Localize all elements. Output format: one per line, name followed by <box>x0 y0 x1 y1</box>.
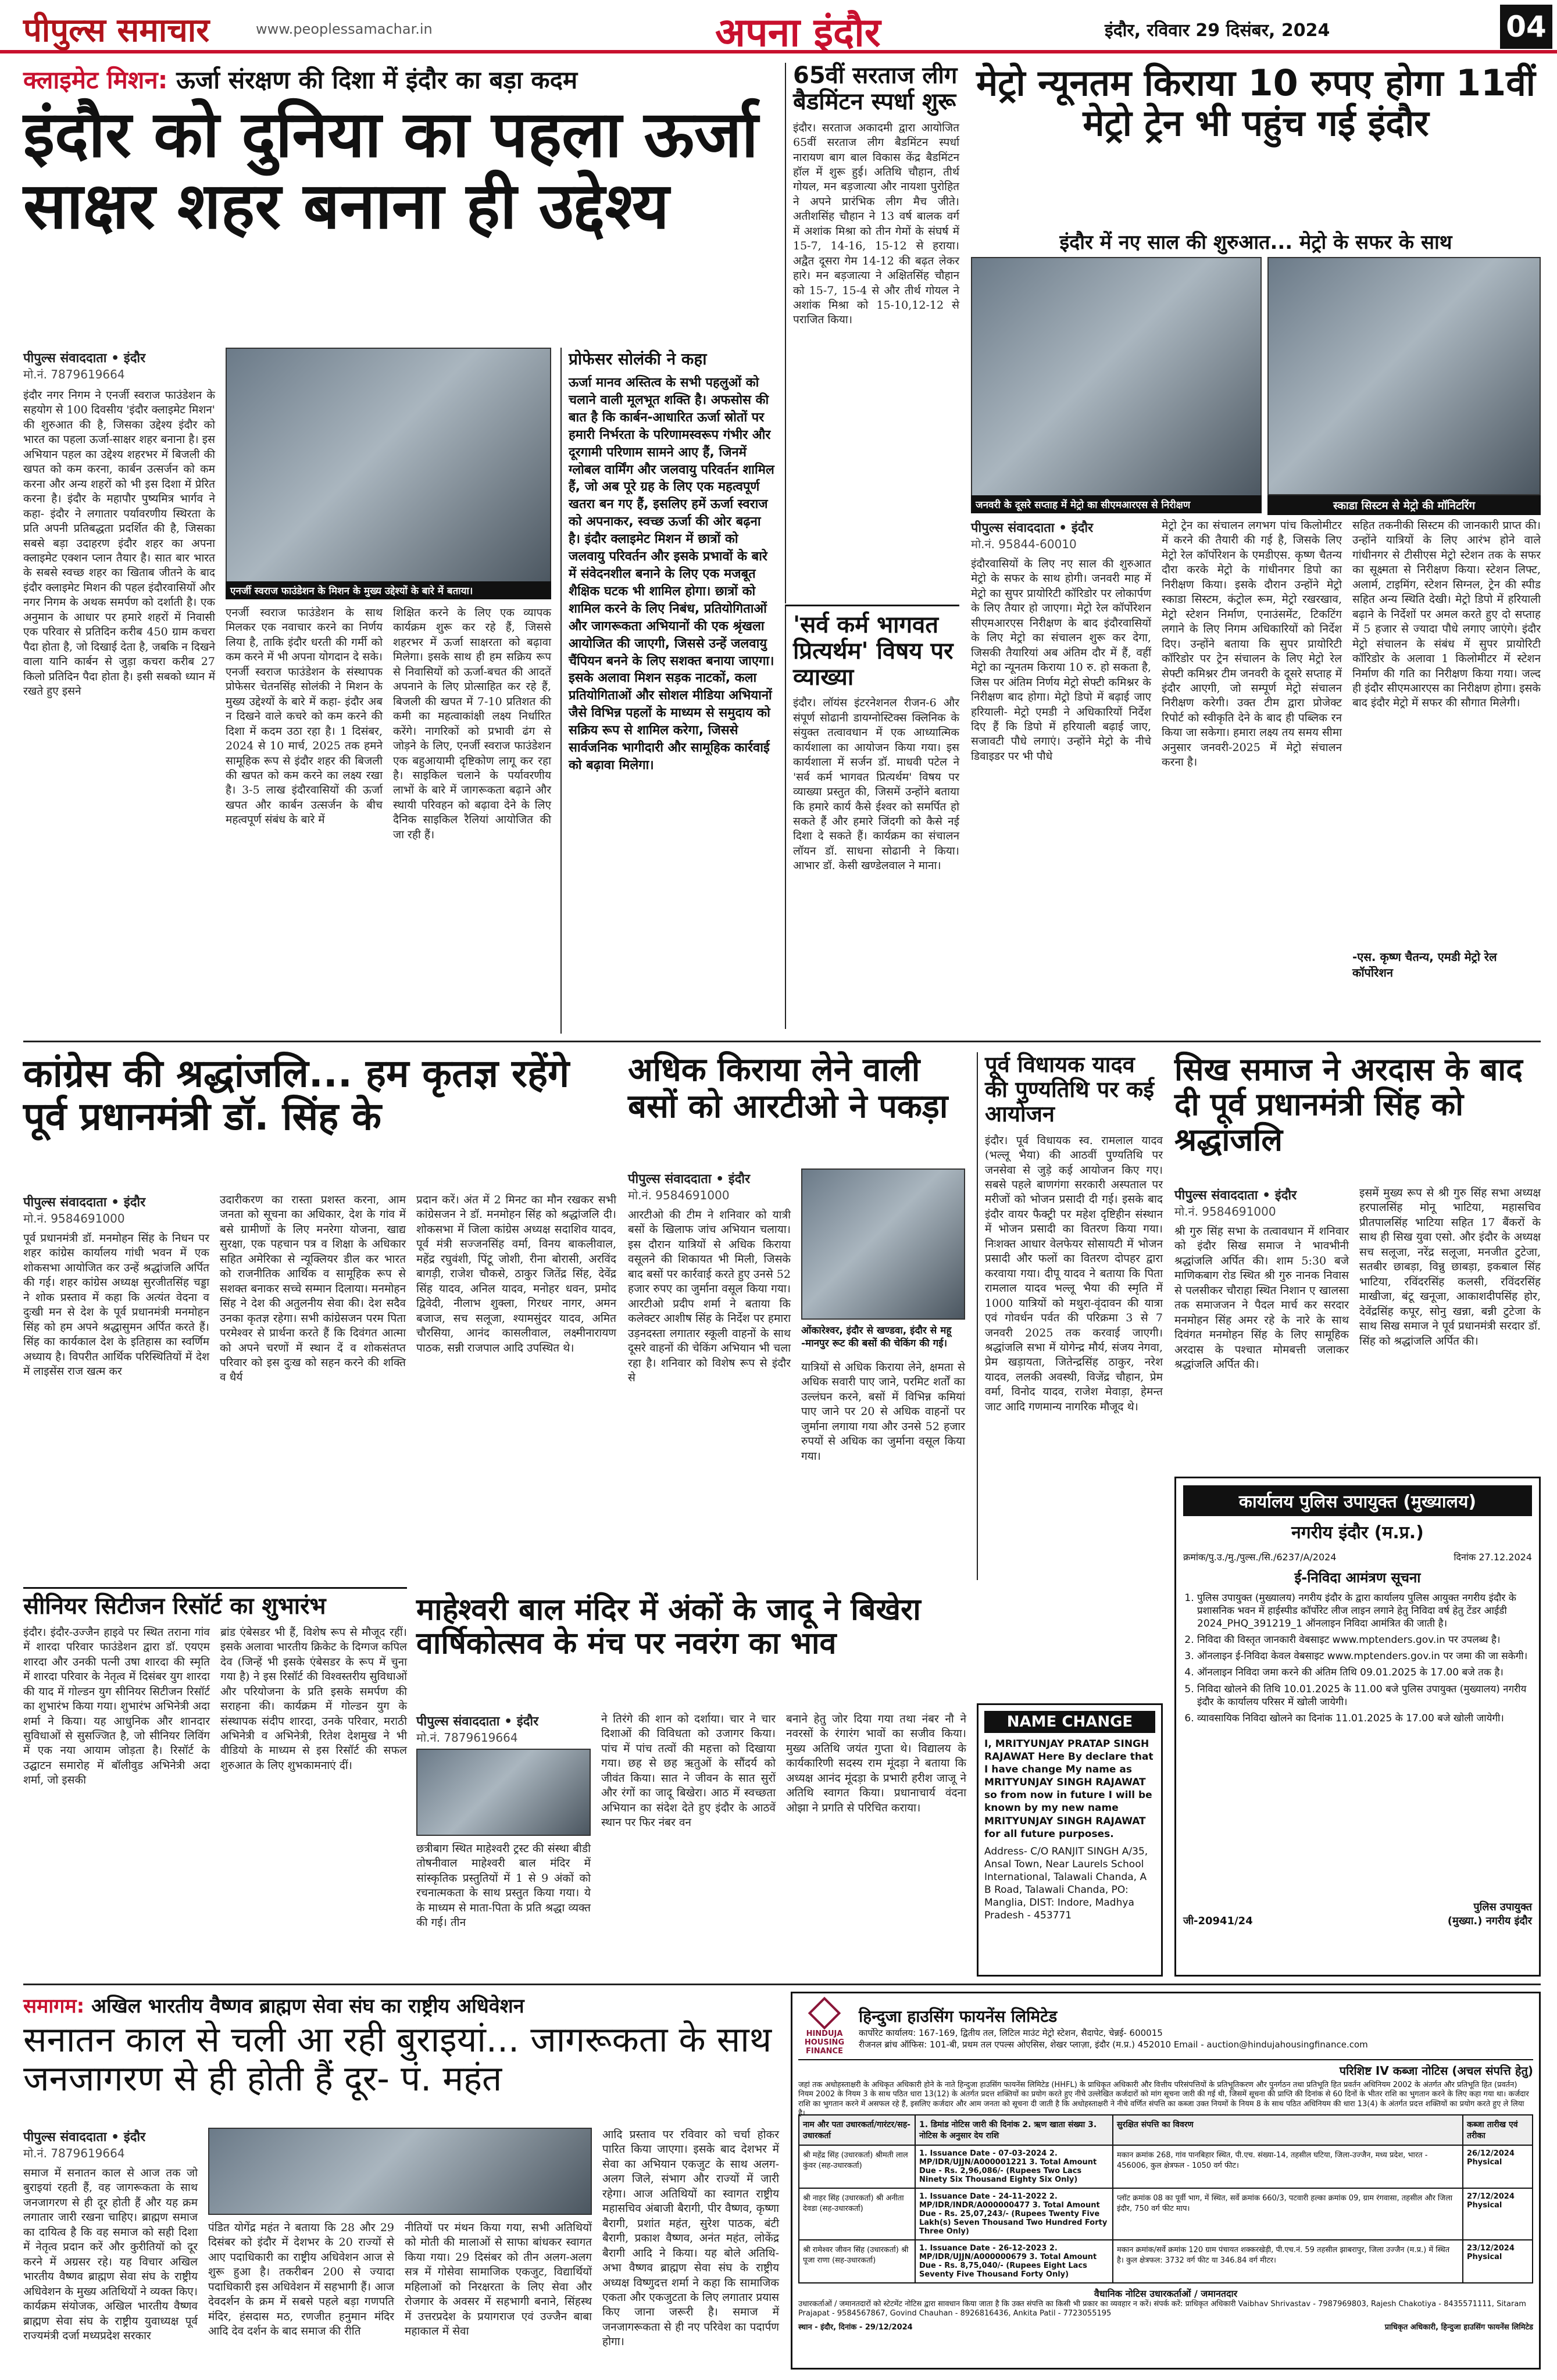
tender-item: 1. पुलिस उपायुक्त (मुख्यालय) नगरीय इंदौर के द्वारा कार्यालय पुलिस आयुक्त नगरीय इंदौर के प्रशासनिक भवन में हाईस्पीड कॉर्पोरेट लीज लाइन लगाने हेतु निविदा वर्ष हेतु टेंडर आईडी 2024_PHQ_391219_1 ऑनलाइन निविदा आमंत्रित की जाती है। <box>1197 1592 1532 1630</box>
metro-photo-2 <box>1267 257 1541 495</box>
vaishnav-body-col2: पंडित योगेंद्र महंत ने बताया कि 28 और 29 दिसंबर को इंदौर में देशभर के 20 राज्यों से आए पदाधिकारी का राष्ट्रीय अधिवेशन आज से शुरू हुआ है। तकरीबन 200 से ज्यादा पदाधिकारी इस अधिवेशन में सहभागी हैं। आज देवदर्शन के क्रम में सबसे पहले बड़ा गणपति मंदिर, हंसदास मठ, रणजीत हनुमान मंदिर आदि देव दर्शन के बाद समाज की रीति <box>208 2221 394 2338</box>
hinduja-col-date: कब्जा तारीख एवं तरीका <box>1463 2115 1533 2145</box>
hinduja-row-property: मकान क्रमांक/सर्वे क्रमांक 120 ग्राम पंचायत शक्करखेड़ी, पी.एच.नं. 59 तहसील झाबरापुर, जिला उज्जैन (म.प्र.) में स्थित है। कुल क्षेत्रफल: 3732 वर्ग फीट या 346.84 वर्ग मीटर। <box>1113 2240 1463 2283</box>
sikh-byline: पीपुल्स संवाददाता • इंदौर <box>1174 1188 1297 1203</box>
yadav-headline: पूर्व विधायक यादव की पुण्यतिथि पर कई आयोजन <box>985 1052 1154 1127</box>
metro-body-col1: इंदौरवासियों के लिए नए साल की शुरुआत मेट्रो के सफर के साथ होगी। जनवरी माह में मेट्रो का सुपर प्रायोरिटी कॉरिडोर पर लोकार्पण के लिए तैयार हो जाएगा। मेट्रो रेल कॉर्पोरेशन सीएमआरएस निरीक्षण के बाद इंदौरवासियों के लिए मेट्रो का संचालन शुरू कर देगा, जिसकी तैयारियां अब अंतिम दौर में हैं, वहीं मेट्रो का न्यूनतम किराया 10 रु. हो सकता है, जिस पर अंतिम निर्णय मेट्रो सेफ्टी कमिश्नर के निरीक्षण बाद होगा। मेट्रो डिपो में बढ़ाई जाए हरियाली- मेट्रो एमडी ने अधिकारियों निर्देश दिए हैं कि डिपो में हरियाली बढ़ाई जाए, सजावटी पौधे लगाएं। उन्होंने मेट्रो के नीचे डिवाइडर पर भी पौधे <box>971 558 1151 763</box>
name-change-title: NAME CHANGE <box>984 1711 1155 1733</box>
lead-side-text: ऊर्जा मानव अस्तित्व के सभी पहलुओं को चलाने वाली मूलभूत शक्ति है। अफसोस की बात है कि कार्बन-आधारित ऊर्जा स्रोतों पर हमारी निर्भरता के परिणामस्वरूप गंभीर और दूरगामी परिणाम सामने आए हैं, जिनमें ग्लोबल वार्मिंग और जलवायु परिवर्तन शामिल हैं, जो अब पूरे ग्रह के लिए एक महत्वपूर्ण खतरा बन गए हैं, इसलिए हमें ऊर्जा स्वराज को अपनाकर, स्वच्छ ऊर्जा की ओर बढ़ना है। इंदौर क्लाइमेट मिशन में छात्रों को जलवायु परिवर्तन और इसके प्रभावों के बारे में संवेदनशील बनाने के लिए एक मजबूत शैक्षिक घटक भी शामिल होगा। छात्रों को शामिल करने के लिए निबंध, प्रतियोगिताओं और जागरूकता अभियानों की एक श्रृंखला आयोजित की जाएगी, जिससे उन्हें जलवायु चैंपियन बनने के लिए सशक्त बनाया जाएगा। इसके अलावा मिशन सड़क नाटकों, कला प्रतियोगिताओं और सोशल मीडिया अभियानों जैसे विभिन्न पहलों के माध्यम से समुदाय को सक्रिय रूप से शामिल करेगा, जिससे सार्वजनिक भागीदारी और सामूहिक कार्रवाई को बढ़ावा मिलेगा। <box>569 376 774 773</box>
rto-body-col1: आरटीओ की टीम ने शनिवार को यात्री बसों के खिलाफ जांच अभियान चलाया। इस दौरान यात्रियों से अधिक किराया वसूलने की शिकायत भी मिली, जिसके बाद बसों पर कार्रवाई करते हुए उनसे 52 हजार रुपए का जुर्माना वसूल किया गया। आरटीओ प्रदीप शर्मा ने बताया कि कलेक्टर आशीष सिंह के निर्देश पर हमारा उड़नदस्ता लगातार स्कूली वाहनों के साथ दूसरे वाहनों की चेकिंग अभियान भी चला रहा है। शनिवार को विशेष रूप से इंदौर से <box>628 1209 791 1384</box>
hinduja-row-date: 23/12/2024 Physical <box>1463 2240 1533 2283</box>
congress-body-col1: पूर्व प्रधानमंत्री डॉ. मनमोहन सिंह के निधन पर शहर कांग्रेस कार्यालय गांधी भवन में एक शोकसभा आयोजित कर उन्हें श्रद्धांजलि अर्पित की गई। शहर कांग्रेस अध्यक्ष सुरजीतसिंह चड्डा ने शोक प्रस्ताव में कहा कि अत्यंत वेदना व दुःखी मन से देश के पूर्व प्रधानमंत्री मनमोहन सिंह को हम अपने श्रद्धासुमन अर्पित करते हैं। सिंह का कार्यकाल देश के इतिहास का स्वर्णिम अध्याय है। विपरीत आर्थिक परिस्थितियों में देश में लाइसेंस राज खत्म कर <box>23 1232 209 1378</box>
sikh-mobile: मो.नं. 9584691000 <box>1174 1205 1276 1218</box>
hinduja-notice <box>791 1992 1541 2370</box>
lead-byline: पीपुल्स संवाददाता • इंदौर <box>23 351 146 366</box>
congress-body-col2: उदारीकरण का रास्ता प्रशस्त करना, आम जनता को सूचना का अधिकार, देश के गांव में बसे ग्रामीणों के लिए मनरेगा योजना, खाद्य सुरक्षा, एक पहचान पत्र व शिक्षा के अधिकार सहित अमेरिका से न्यूक्लियर डील कर भारत को राजनीतिक आर्थिक व सामूहिक रूप से सशक्त बनाकर सच्चे सम्मान दिलाया। मनमोहन सिंह ने देश की अतुलनीय सेवा की। देश सदैव उनका कृतज्ञ रहेगा। सभी कांग्रेसजन परम पिता परमेश्वर से प्रार्थना करते हैं कि दिवंगत आत्मा को अपने चरणों में स्थान दें व शोकसंतप्त परिवार को इस दुःख को सहन करने की शक्ति व धैर्य <box>220 1193 406 1384</box>
rto-byline: पीपुल्स संवाददाता • इंदौर <box>628 1172 751 1187</box>
tender-items <box>1183 1592 1532 1900</box>
hinduja-intro: जहां तक अधोहस्ताक्षरी के अधिकृत अधिकारी होने के नाते हिन्दुजा हाउसिंग फायनेंस लिमिटेड (HHFL) के प्राधिकृत अधिकारी और वित्तीय परिसंपत्तियों के प्रतिभूतिकरण और पुनर्गठन तथा प्रतिभूति हित प्रवर्तन अधिनियम 2002 के अंतर्गत और प्रतिभूति हित (प्रवर्तन) नियम 2002 के नियम 3 के साथ पठित धारा 13(12) के अंतर्गत प्रदत्त शक्तियों का प्रयोग करते हुए नीचे उल्लेखित कर्जदारों को मांग सूचना जारी की गई थी, जिसमें सूचना की प्राप्ति की दिनांक से 60 दिनों के भीतर राशि का भुगतान करने के लिए कहा गया था। कर्जदार राशि का भुगतान करने में असफल रहे हैं, इसलिए कर्जदार और आम जनता को सूचना दी जाती है कि अधोहस्ताक्षरी ने नीचे वर्णित संपत्ति का कब्जा उक्त नियमों के नियम 8 के साथ पठित अधिनियम की धारा 13(4) के अंतर्गत प्रदत्त शक्तियों का प्रयोग करते हुए ले लिया है। <box>798 2081 1529 2118</box>
metro-quote-signature: -एस. कृष्ण चैतन्य, एमडी मेट्रो रेल कॉर्पोरेशन <box>1352 950 1497 980</box>
hinduja-place-date: स्थान - इंदौर, दिनांक - 29/12/2024 <box>798 2322 913 2332</box>
congress-body-col3: प्रदान करें। अंत में 2 मिनट का मौन रखकर सभी कांग्रेसजन ने डॉ. मनमोहन सिंह को श्रद्धांजलि दी। शोकसभा में जिला कांग्रेस अध्यक्ष सदाशिव यादव, पूर्व मंत्री सज्जनसिंह वर्मा, विनय बाकलीवाल, महेंद्र रघुवंशी, पिंटू जोशी, रीना बोरासी, अरविंद बागड़ी, राजेश चौकसे, ठाकुर जितेंद्र सिंह, देवेंद्र सिंह यादव, अनिल यादव, मनोहर धवन, प्रमोद द्विवेदी, नीलाभ शुक्ला, गिरधर नागर, अमन बजाज, सच सलूजा, श्यामसुंदर यादव, अमित चौरसिया, आनंद कासलीवाल, लक्ष्मीनारायण पाठक, सन्नी राजपाल आदि उपस्थित थे। <box>416 1193 616 1355</box>
vaishnav-byline-block <box>23 2128 198 2161</box>
yadav-body: इंदौर। पूर्व विधायक स्व. रामलाल यादव (भल्लू भैया) की आठवीं पुण्यतिथि पर जनसेवा से जुड़े कई आयोजन किए गए। सबसे पहले बाणगंगा सरकारी अस्पताल पर मरीजों को भोजन प्रसादी दी गई। इसके बाद इंदौर वायर फैक्ट्री पर महेश दृष्टिहीन संस्थान में भोजन प्रसादी का वितरण किया गया। निःशक्त आधार वेलफेयर सोसायटी में भोजन प्रसादी और फलों का वितरण दोपहर द्वारा करवाया गया। दीपू यादव ने बताया कि पिता रामलाल यादव भल्लू भैया की स्मृति में 1000 यात्रियों को मथुरा-वृंदावन की यात्रा एवं गोवर्धन पर्वत की परिक्रमा 3 से 7 जनवरी 2025 तक करवाई जाएगी। श्रद्धांजलि सभा में योगेन्द्र मौर्य, संजय नेगवा, प्रेम खड़ायता, जितेन्द्रसिंह ठाकुर, नरेश यादव, ललकी अवस्थी, विजेंद्र चौहान, प्रेम वर्मा, विनोद यादव, राजेश मेवाड़ा, हेमन्त जाट आदि गणमान्य नागरिक मौजूद थे। <box>985 1134 1163 1413</box>
table-row <box>799 2188 1533 2240</box>
lead-kicker: क्लाइमेट मिशन: <box>23 66 168 94</box>
metro-byline-block <box>971 519 1151 552</box>
lead-side-title: प्रोफेसर सोलंकी ने कहा <box>569 349 707 369</box>
metro-col3 <box>1352 519 1541 1022</box>
hinduja-col-property: सुरक्षित संपत्ति का विवरण <box>1113 2115 1463 2145</box>
congress-headline: कांग्रेस की श्रद्धांजलि... हम कृतज्ञ रहेंगे पूर्व प्रधानमंत्री डॉ. सिंह के <box>23 1051 570 1139</box>
maheshwari-body-col2: ने तिरंगे की शान को दर्शाया। चार ने चार दिशाओं की विविधता को उजागर किया। पांच में पांच तत्वों की महत्ता को दिखाया गया। छह से छह ऋतुओं के सौंदर्य को जीवंत किया। सात ने जीवन के सात सुरों और रंगों का जादू बिखेरा। आठ में स्वच्छता अभियान का संदेश देते हुए इंदौर के आठवें स्थान पर फिर नंबर वन <box>601 1713 776 1829</box>
lead-body-col1: इंदौर नगर निगम ने एनर्जी स्वराज फाउंडेशन के सहयोग से 100 दिवसीय 'इंदौर क्लाइमेट मिशन' की शुरुआत की है, जिसका उद्देश्य इंदौर को भारत का पहला ऊर्जा-साक्षर शहर बनाना है। इस अभियान पहल का उद्देश्य शहरभर में बिजली की खपत को कम करना, कार्बन उत्सर्जन को कम करना और अन्य शहरों को भी इस दिशा में प्रेरित करना है। इंदौर के महापौर पुष्यमित्र भार्गव ने कहा- इंदौर ने लगातार पर्यावरणीय स्थिरता के प्रति अपनी प्रतिबद्धता प्रदर्शित की है, जिसका सबसे बड़ा उदाहरण इंदौर शहर का अपना क्लाइमेट एक्शन प्लान तैयार है। सात बार भारत के सबसे स्वच्छ शहर का खिताब जीतने के बाद इंदौर क्लाइमेट मिशन की पहल इंदौरवासियों और नगर निगम के अथक समर्पण को दर्शाती है। एक अनुमान के आधार पर हमारे शहरों में निवासी एक परिवार से प्रतिदिन करीब 450 ग्राम कचरा पैदा होता है, जो दिखाई देता है, जबकि न दिखने वाला यानि कार्बन से जुड़ा कचरा करीब 27 किलो प्रतिदिन पैदा होता है। इसी सबको ध्यान में रखते हुए इसने <box>23 389 216 698</box>
hinduja-table <box>798 2114 1533 2283</box>
maheshwari-byline: पीपुल्स संवाददाता • इंदौर <box>416 1714 539 1729</box>
senior-body-col1: इंदौर। इंदौर-उज्जैन हाइवे पर स्थित तराना गांव में शारदा परिवार फाउंडेशन द्वारा डॉ. एयएम शारदा और उनकी पत्नी उषा शारदा की स्मृति में शारदा परिवार के नेतृत्व में दिसंबर युग शारदा की याद में गोल्डन युग सीनियर सिटीजन रिसॉर्ट का शुभारंभ किया गया। शुभारंभ अभिनेत्री अदा शर्मा ने किया। यह आधुनिक और शानदार सुविधाओं से सुसज्जित है, जो सीनियर लिविंग में एक नया आयाम जोड़ता है। रिसॉर्ट के उद्घाटन समारोह में बॉलीवुड अभिनेत्री अदा शर्मा, जो इसकी <box>23 1625 210 1787</box>
hinduja-logo <box>798 1999 851 2056</box>
tender-item: 5. निविदा खोलने की तिथि 10.01.2025 के 11.00 बजे पुलिस उपायुक्त (मुख्यालय) नगरीय इंदौर के कार्यालय परिसर में खोली जायेगी। <box>1197 1683 1532 1709</box>
maheshwari-body-col3: बनाने हेतु जोर दिया गया तथा नंबर नौ ने नवरसों के रंगारंग भावों का सजीव किया। मुख्य अतिथि जयंत गुप्ता थे। विद्यालय के कार्यकारिणी सदस्य राम मूंदड़ा ने बताया कि अध्यक्ष आनंद मूंदड़ा के प्रभारी हरीश जाजू ने अतिथि स्वागत किया। प्रधानाचार्य वंदना ओझा ने प्रगति से परिचित कराया। <box>786 1713 966 1814</box>
lead-deck: ऊर्जा संरक्षण की दिशा में इंदौर का बड़ा कदम <box>176 66 578 94</box>
senior-story <box>23 1587 407 1982</box>
hinduja-address-1: कार्पोरेट कार्यालय: 167-169, द्वितीय तल, लिटिल माउंट मेट्रो स्टेशन, सैदापेट, चेन्नई- 600015 <box>859 2027 1163 2038</box>
metro-body-col2: मेट्रो ट्रेन का संचालन लगभग पांच किलोमीटर में करने की तैयारी की गई है, जिसके लिए मेट्रो रेल कॉर्पोरेशन के एमडीएस. कृष्ण चैतन्य दौरा करके मेट्रो के गांधीनगर डिपो का निरीक्षण किया। इसके दौरान उन्होंने मेट्रो स्काडा सिस्टम, कंट्रोल रूम, मेट्रो रखरखाव, मेट्रो स्टेशन निर्माण, एनाउंसमेंट, टिकटिंग लगाने के लिए निगम अधिकारियों को निर्देश दिए। उन्होंने बताया कि सुपर प्रायोरिटी कॉरिडोर पर ट्रेन संचालन के लिए मेट्रो रेल सेफ्टी कमिश्नर टीम जनवरी के दूसरे सप्ताह में इंदौर आएगी, जो सम्पूर्ण मेट्रो संचालन निरीक्षण करेगी। उक्त टीम द्वारा प्रोजेक्ट रिपोर्ट को स्वीकृति देने के बाद ही पब्लिक रन किया जा सकेगा। हमारा लक्ष्य तय समय सीमा अनुसार जनवरी-2025 में मेट्रो संचालन करना है। <box>1162 519 1342 769</box>
maheshwari-byline-block <box>416 1712 591 1745</box>
maheshwari-headline: माहेश्वरी बाल मंदिर में अंकों के जादू ने बिखेरा वार्षिकोत्सव के मंच पर नवरंग का भाव <box>416 1592 921 1661</box>
hinduja-col-name: नाम और पता उधारकर्ता/गारंटर/सह-उधारकर्ता <box>799 2115 915 2145</box>
maheshwari-body-col1: छत्रीबाग स्थित माहेश्वरी ट्रस्ट की संस्था बीडी तोषनीवाल माहेश्वरी बाल मंदिर में सांस्कृतिक प्रस्तुतियों में 1 से 9 अंकों को रचनात्मकता के साथ प्रस्तुत किया गया। ये के माध्यम से माता-पिता के प्रति श्रद्धा व्यक्त की गई। तीन <box>416 1842 591 1929</box>
hinduja-notice-title: परिशिष्ट IV कब्जा नोटिस (अचल संपत्ति हेतु) <box>1339 2064 1533 2078</box>
hinduja-address-2: रीजनल ब्रांच ऑफिस: 101-बी, प्रथम तल एपल्स ओएसिस, शेखर प्लाज़ा, इंदौर (म.प्र.) 452010 Email - auction@hindujahousingfinance.com <box>859 2039 1368 2050</box>
hinduja-header <box>798 1999 1533 2060</box>
vaishnav-byline: पीपुल्स संवाददाता • इंदौर <box>23 2130 146 2145</box>
hinduja-company: हिन्दुजा हाउसिंग फायनेंस लिमिटेड <box>859 2006 1058 2026</box>
gita-story <box>785 605 959 1029</box>
hinduja-logo-icon <box>808 1997 841 2030</box>
gita-headline: 'सर्व कर्म भागवत प्रित्यर्थम' विषय पर व्याख्या <box>793 612 954 691</box>
lead-mobile: मो.नं. 7879619664 <box>23 367 125 381</box>
name-change-ad <box>977 1703 1163 1977</box>
rto-headline: अधिक किराया लेने वाली बसों को आरटीओ ने पकड़ा <box>628 1051 948 1125</box>
tender-item: 3. ऑनलाइन ई-निविदा केवल वेबसाइट www.mptenders.gov.in पर जमा की जा सकेगी। <box>1197 1650 1532 1663</box>
vaishnav-body-col4: आदि प्रस्ताव पर रविवार को चर्चा होकर पारित किया जाएगा। इसके बाद देशभर में सेवा का अभियान एकजुट के साथ अलग-अलग जिले, संभाग और राज्यों में जारी रहेगा। आज अतिथियों का स्वागत राष्ट्रीय महासचिव अंबाजी बैरागी, पीर वैष्णव, कृष्णा बैरागी, प्रशांत महंत, सुरेश पाठक, बंटी बैरागी, प्रकाश वैष्णव, अनंत महंत, लोकेंद्र बैरागी आदि ने किया। यह बोले अतिथि- अभा वैष्णव ब्राह्मण सेवा संघ के राष्ट्रीय अध्यक्ष विष्णुदत्त शर्मा ने कहा कि सामाजिक एकता और एकजुटता के लिए लगातार प्रयास किए जाना जरूरी है। समाज में जनजागरूकता से ही नए परिवेश का पदार्पण होगा। <box>602 2128 779 2349</box>
vaishnav-mobile: मो.नं. 7879619664 <box>23 2146 125 2160</box>
rto-body-col2: यात्रियों से अधिक किराया लेने, क्षमता से अधिक सवारी पाए जाने, परमिट शर्तों का उल्लंघन करने, बसों में विभिन्न कमियां पाए जाने पर 20 से अधिक वाहनों पर जुर्माना लगाया गया और उनसे 52 हजार रुपयों से अधिक का जुर्माना वसूल किया गया। <box>801 1361 965 1463</box>
lead-photo <box>226 348 551 586</box>
congress-byline: पीपुल्स संवाददाता • इंदौर <box>23 1195 146 1210</box>
newspaper-logo: पीपुल्स समाचार <box>23 12 210 49</box>
website-url: www.peoplessamachar.in <box>256 21 433 37</box>
hinduja-logo-text: HINDUJA HOUSING FINANCE <box>804 2029 845 2056</box>
lead-byline-block <box>23 349 215 382</box>
rto-photo-caption: ओंकारेश्वर, इंदौर से खण्डवा, इंदौर से महू -मानपुर रूट की बसों की चेकिंग की गई। <box>801 1325 952 1350</box>
tender-title-2: नगरीय इंदौर (म.प्र.) <box>1291 1523 1424 1543</box>
rto-mobile: मो.नं. 9584691000 <box>628 1188 730 1202</box>
vaishnav-kicker-line <box>23 1992 779 2018</box>
tender-date: दिनांक 27.12.2024 <box>1454 1552 1532 1563</box>
tender-signoff-2: (मुख्या.) नगरीय इंदौर <box>1447 1915 1532 1927</box>
hinduja-footer-text: उधारकर्ताओं / जमानतदारों को स्टेटमेंट नोटिस द्वारा सावधान किया जाता है कि उक्त संपत्ति का किसी भी प्रकार का व्यवहार न करें। संपर्क करें: प्राधिकृत अधिकारी Vaibhav Shrivastav - 7987969803, Rajesh Chakotiya - 8435571111, Sitaram Prajapat - 9584567867, Govind Chauhan - 8926816436, Ankita Patil - 7723055195 <box>798 2300 1526 2318</box>
lead-headline: इंदौर को दुनिया का पहला ऊर्जा साक्षर शहर बनाना ही उद्देश्य <box>23 97 758 244</box>
yadav-story <box>977 1052 1163 1580</box>
lead-body-col3: शिक्षित करने के लिए एक व्यापक कार्यक्रम शुरू कर रहे हैं, जिससे शहरभर में ऊर्जा साक्षरता को बढ़ावा मिलेगा। इसके साथ ही हम सक्रिय रूप से निवासियों को ऊर्जा-बचत की आदतें अपनाने के लिए प्रोत्साहित कर रहे हैं, बिजली की खपत में 7-10 प्रतिशत की कमी का महत्वाकांक्षी लक्ष्य निर्धारित करेंगे। नागरिकों को प्रभावी ढंग से जोड़ने के लिए, एनर्जी स्वराज फाउंडेशन एक बहुआयामी दृष्टिकोण लागू कर रहा है। साइकिल चलाने के पर्यावरणीय लाभों के बारे में जागरूकता बढ़ाने और स्थायी परिवहन को बढ़ावा देने के लिए दैनिक साइकिल रैलियां आयोजित की जा रही हैं। <box>393 606 551 841</box>
metro-headline: मेट्रो न्यूनतम किराया 10 रुपए होगा 11वीं मेट्रो ट्रेन भी पहुंच गई इंदौर <box>976 62 1535 145</box>
vaishnav-deck: अखिल भारतीय वैष्णव ब्राह्मण सेवा संघ का राष्ट्रीय अधिवेशन <box>91 1995 524 2018</box>
divider <box>23 1984 1541 1985</box>
rto-byline-block <box>628 1170 791 1203</box>
lead-photo-caption: एनर्जी स्वराज फाउंडेशन के मिशन के मुख्य उद्देश्यों के बारे में बताया। <box>226 581 551 599</box>
page-number: 04 <box>1500 5 1552 49</box>
tender-ref-line <box>1183 1550 1532 1563</box>
vaishnav-body-col1: समाज में सनातन काल से आज तक जो बुराइयां रहती हैं, वह जागरूकता के साथ जनजागरण से ही दूर होती हैं और यह क्रम लगातार जारी रखना चाहिए। ब्राह्मण समाज का दायित्व है कि वह समाज को सही दिशा में नेतृत्व प्रदान करें और कुरीतियों को दूर करने में अग्रसर रहे। यह विचार अखिल भारतीय वैष्णव ब्राह्मण सेवा संघ के राष्ट्रीय अधिवेशन के मुख्य अतिथियों ने व्यक्त किए। कार्यक्रम संयोजक, अखिल भारतीय वैष्णव ब्राह्मण सेवा संघ के राष्ट्रीय युवाध्यक्ष पूर्व राज्यमंत्री दर्जा मध्यप्रदेश सरकार <box>23 2167 198 2342</box>
lead-body-col2: एनर्जी स्वराज फाउंडेशन के साथ मिलकर एक नवाचार करने का निर्णय लिया है, ताकि इंदौर धरती की गर्मी को कम करने में भी अपना योगदान दे सके। एनर्जी स्वराज फाउंडेशन के संस्थापक प्रोफेसर चेतनसिंह सोलंकी ने मिशन के मुख्य उद्देश्यों के बारे में कहा- इंदौर अब न दिखने वाले कचरे को कम करने की दिशा में कदम उठा रहा है। 1 दिसंबर, 2024 से 10 मार्च, 2025 तक हमने सामूहिक रूप से इंदौर शहर की बिजली की खपत को कम करने का लक्ष्य रखा है। 3-5 लाख इंदौरवासियों की ऊर्जा खपत और कार्बन उत्सर्जन के बीच महत्वपूर्ण संबंध के बारे में <box>226 606 383 827</box>
tender-notice <box>1174 1477 1541 1977</box>
congress-mobile: मो.नं. 9584691000 <box>23 1212 125 1225</box>
rto-photo <box>801 1168 965 1320</box>
hinduja-row-property: मकान क्रमांक 268, गांव पानबिहार स्थित, पी.एच. संख्या-14, तहसील घटिया, जिला-उज्जैन, मध्य प्रदेश, भारत - 456006, कुल क्षेत्रफल - 1050 वर्ग फीट। <box>1113 2145 1463 2188</box>
hinduja-row-notice: 1. Issuance Date - 07-03-2024 2. MP/IDR/UJJN/A000001221 3. Total Amount Due - Rs. 2,96,086/- (Rupees Two Lacs Ninety Six Thousand Eighty Six Only) <box>915 2145 1113 2188</box>
tender-ref: क्रमांक/पु.उ./मु./पुल्स./सि./6237/A/2024 <box>1183 1552 1337 1563</box>
gita-body: इंदौर। लॉयंस इंटरनेशनल रीजन-6 और संपूर्ण सोढानी डायग्नोस्टिक्स क्लिनिक के संयुक्त तत्वावधान में एक आध्यात्मिक कार्यशाला का आयोजन किया गया। इस कार्यशाला में सर्जन डॉ. माधवी पटेल ने 'सर्व कर्म भागवत प्रित्यर्थम' विषय पर व्याख्या प्रस्तुत की, जिसमें उन्होंने बताया कि हमारे कार्य कैसे ईश्वर को समर्पित हो सकते हैं और हमारे जिंदगी को कैसे नई दिशा दे सकते हैं। कार्यक्रम का संचालन लॉयन डॉ. साधना सोढानी ने किया। आभार डॉ. केसी खण्डेलवाल ने माना। <box>793 696 959 873</box>
sikh-body-col1: श्री गुरु सिंह सभा के तत्वावधान में शनिवार को इंदौर सिख समाज ने भावभीनी श्रद्धांजलि अर्पित की। शाम 5:30 बजे माणिकबाग रोड स्थित श्री गुरु नानक निवास से पलसीकर चौराहा स्थित निशान ए खालसा तक समाजजन ने पैदल मार्च कर सरदार मनमोहन सिंह अमर रहे के नारे के साथ दिवंगत मनमोहन सिंह के लिए सामूहिक अरदास के पश्चात मोमबत्ती जलाकर श्रद्धांजलि अर्पित की। <box>1174 1225 1349 1371</box>
hinduja-row-property: प्लॉट क्रमांक 08 का पूर्वी भाग, में स्थित, सर्वे क्रमांक 660/3, पटवारी हल्का क्रमांक 09, ग्राम रंगवासा, तहसील और जिला इंदौर, 750 वर्ग फीट माप। <box>1113 2188 1463 2240</box>
hinduja-row-name: श्री नाहर सिंह (उधारकर्ता) श्री अनीता देवडा (सह-उधारकर्ता) <box>799 2188 915 2240</box>
hinduja-footer-title: वैधानिक नोटिस उधारकर्ताओं / जमानतदार <box>1094 2288 1238 2299</box>
name-change-address: Address- C/O RANJIT SINGH A/35, Ansal Town, Near Laurels School International, Talawali Chanda, A B Road, Talawali Chanda, PO: Manglia, DIST: Indore, Madhya Pradesh - 453771 <box>984 1845 1148 1922</box>
lead-sidebar <box>560 348 776 1034</box>
congress-byline-block <box>23 1193 209 1226</box>
hinduja-signatory: प्राधिकृत अधिकारी, हिन्दुजा हाउसिंग फायनेंस लिमिटेड <box>1384 2322 1533 2332</box>
divider <box>23 1041 1541 1042</box>
sikh-body-col2: इसमें मुख्य रूप से श्री गुरु सिंह सभा अध्यक्ष हरपालसिंह मोनू भाटिया, महासचिव प्रीतपालसिंह भाटिया सहित 17 बैंकरों के साथ ही सिख युवा एसो. और इंदौर के अध्यक्ष सच सलूजा, नरेंद्र सलूजा, मनजीत टुटेजा, सतबीर छाबड़ा, विन्नु छाबड़ा, इकबाल सिंह भाटिया, रविंदरसिंह कलसी, रविंदरसिंह माखीजा, बंटू खनूजा, आकाशदीपसिंह होर, देवेंद्रसिंह कपूर, सोनु खन्ना, बन्नी टुटेजा के साथ सिख समाज ने पूर्व प्रधानमंत्री सरदार डॉ. सिंह को श्रद्धांजलि अर्पित की। <box>1359 1187 1541 1348</box>
hinduja-row-name: श्री महेंद्र सिंह (उधारकर्ता) श्रीमती लाल कुंवर (सह-उधारकर्ता) <box>799 2145 915 2188</box>
sikh-headline: सिख समाज ने अरदास के बाद दी पूर्व प्रधानमंत्री सिंह को श्रद्धांजलि <box>1174 1051 1523 1158</box>
hinduja-col-notice: 1. डिमांड नोटिस जारी की दिनांक 2. ऋण खाता संख्या 3. नोटिस के अनुसार देय राशि <box>915 2115 1113 2145</box>
senior-body-col2: ब्रांड एंबेसडर भी हैं, विशेष रूप से मौजूद रहीं। इसके अलावा भारतीय क्रिकेट के दिग्गज कपिल देव (जिन्हें भी इसके एंबेसडर के रूप में चुना गया है) ने इस रिसॉर्ट की विश्वस्तरीय सुविधाओं और परियोजना के प्रति इसके समर्पण की सराहना की। कार्यक्रम में गोल्डन युग के संस्थापक संदीप शारदा, उनके परिवार, मराठी अभिनेत्री व अभिनेत्री, रितेश देशमुख ने भी वीडियो के माध्यम से इस रिसॉर्ट की सफल शुरुआत के लिए शुभकामनाएं दीं। <box>220 1625 407 1772</box>
metro-body-col3: सहित तकनीकी सिस्टम की जानकारी प्राप्त की। उन्होंने यात्रियों के लिए आरंभ होने वाले गांधीनगर से टीसीएस मेट्रो स्टेशन तक के सफर का सूक्ष्मता से निरीक्षण किया। स्टेशन लिफ्ट, अलार्म, टाइमिंग, स्टेशन सिग्नल, ट्रेन की स्पीड सहित अन्य स्थिति देखी। मेट्रो डिपो में हरियाली बढ़ाने के निर्देशों पर अमल करते हुए दो सप्ताह में 5 हजार से ज्यादा पौधे लगाए जाएंगे। इंदौर मेट्रो संचालन के संबंध में सुपर प्रायोरिटी कॉरिडोर के अलावा 1 किलोमीटर में स्टेशन निर्माण की गति का निरीक्षण किया गया। जल्द ही इंदौर सीएमआरएस का निरीक्षण होगा। इसके बाद इंदौर मेट्रो में सफर की सौगात मिलेगी। <box>1352 519 1541 710</box>
table-row <box>799 2145 1533 2188</box>
dateline: इंदौर, रविवार 29 दिसंबर, 2024 <box>1105 20 1330 41</box>
badminton-body: इंदौर। सरताज अकादमी द्वारा आयोजित 65वीं सरताज लीग बैडमिंटन स्पर्धा नारायण बाग बाल विकास केंद्र बैडमिंटन हॉल में शुरू हुई। अतिथि चौहान, तीर्थ गोयल, मन बड़जात्या और नायशा पुरोहित ने अपने प्रारंभिक लीग मैच जीते। अतीशसिंह चौहान ने 13 वर्ष बालक वर्ग में अशांक मिश्रा को तीन गेमों के संघर्ष में 15-7, 14-16, 15-12 से हराया। अद्वैत दूसरा गेम 14-12 की बढ़त लेकर हारे। मन बड़जात्या ने अक्षितसिंह चौहान को 15-7, 15-4 से और तीर्थ गोयल ने अशांक मिश्रा को 15-10,12-12 से पराजित किया। <box>793 121 959 327</box>
hinduja-row-name: श्री रामेश्वर जीवन सिंह (उधारकर्ता) श्री पूजा राणा (सह-उधारकर्ता) <box>799 2240 915 2283</box>
metro-mobile: मो.नं. 95844-60010 <box>971 537 1077 551</box>
badminton-headline: 65वीं सरताज लीग बैडमिंटन स्पर्धा शुरू <box>793 62 958 115</box>
metro-photo-1-caption: जनवरी के दूसरे सप्ताह में मेट्रो का सीएमआरएस से निरीक्षण <box>971 495 1262 513</box>
sikh-byline-block <box>1174 1186 1349 1219</box>
lead-kicker-line <box>23 63 773 98</box>
tender-item: 2. निविदा की विस्तृत जानकारी वेबसाइट www.mptenders.gov.in पर उपलब्ध है। <box>1197 1634 1532 1646</box>
vaishnav-headline: सनातन काल से चली आ रही बुराइयां... जागरूकता के साथ जनजागरण से ही होती हैं दूर- पं. महंत <box>23 2020 772 2100</box>
tender-item: 4. ऑनलाइन निविदा जमा करने की अंतिम तिथि 09.01.2025 के 17.00 बजे तक है। <box>1197 1666 1532 1679</box>
tender-footer <box>1183 1900 1532 1928</box>
metro-photo-1 <box>971 257 1262 501</box>
maheshwari-photo <box>416 1749 591 1836</box>
maheshwari-mobile: मो.नं. 7879619664 <box>416 1731 518 1745</box>
section-title: अपना इंदौर <box>715 10 881 56</box>
metro-byline: पीपुल्स संवाददाता • इंदौर <box>971 521 1094 535</box>
badminton-story <box>785 63 959 603</box>
vaishnav-kicker: समागम: <box>23 1995 85 2018</box>
hinduja-row-notice: 1. Issuance Date - 24-11-2022 2. MP/IDR/INDR/A000000477 3. Total Amount Due - Rs. 25,07,243/- (Rupees Twenty Five Lakh(s) Seven Thousand Two Hundred Forty Three Only) <box>915 2188 1113 2240</box>
tender-heading: ई-निविदा आमंत्रण सूचना <box>1294 1570 1421 1586</box>
vaishnav-body-col3: नीतियों पर मंथन किया गया, सभी अतिथियों को मोती की मालाओं से साफा बांधकर स्वागत किया गया। 29 दिसंबर को तीन अलग-अलग सत्र में गोसेवा सामाजिक एकजुट, विद्यार्थियों महिलाओं को निरक्षरता के लिए सेवा और रोजगार के अवसर में सहभागी बनाने, सिंहस्थ में उत्तरप्रदेश के प्रयागराज एवं उज्जैन बाबा महाकाल में सेवा <box>405 2221 592 2338</box>
table-row <box>799 2240 1533 2283</box>
name-change-text: I, MRITYUNJAY PRATAP SINGH RAJAWAT Here By declare that I have change My name as MRITYUNJAY SINGH RAJAWAT so from now in future I will be known by my new name MRITYUNJAY SINGH RAJAWAT for all future purposes. <box>984 1738 1154 1840</box>
hinduja-row-notice: 1. Issuance Date - 26-12-2023 2. MP/IDR/UJJN/A000000679 3. Total Amount Due - Rs. 8,75,040/- (Rupees Eight Lacs Seventy Five Thousand Forty Only) <box>915 2240 1113 2283</box>
tender-title-1: कार्यालय पुलिस उपायुक्त (मुख्यालय) <box>1183 1485 1532 1516</box>
vaishnav-photo <box>208 2128 592 2215</box>
metro-photo-2-caption: स्काडा सिस्टम से मेट्रो की मॉनिटरिंग <box>1267 495 1541 515</box>
metro-subhead: इंदौर में नए साल की शुरुआत... मेट्रो के सफर के साथ <box>1059 231 1452 254</box>
hinduja-signoff <box>798 2321 1533 2332</box>
senior-headline: सीनियर सिटीजन रिसॉर्ट का शुभारंभ <box>23 1593 326 1620</box>
tender-item: 6. व्यावसायिक निविदा खोलने का दिनांक 11.01.2025 के 17.00 बजे खोली जायेगी। <box>1197 1712 1532 1725</box>
tender-signoff-1: पुलिस उपायुक्त <box>1473 1901 1532 1913</box>
tender-code: जी-20941/24 <box>1183 1915 1253 1927</box>
hinduja-row-date: 27/12/2024 Physical <box>1463 2188 1533 2240</box>
hinduja-row-date: 26/12/2024 Physical <box>1463 2145 1533 2188</box>
